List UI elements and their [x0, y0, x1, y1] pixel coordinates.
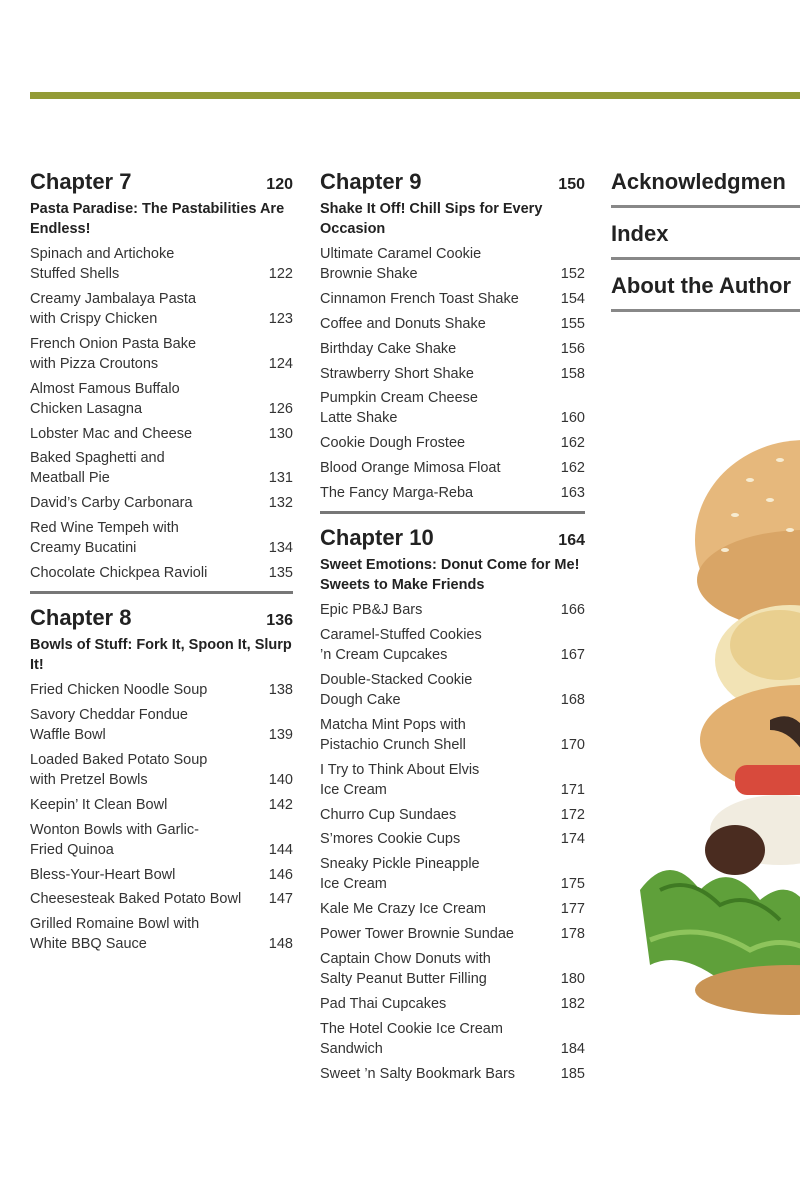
entry-page: 126 — [268, 400, 293, 417]
entry-page: 168 — [560, 691, 585, 708]
toc-entry — [30, 889, 293, 909]
entry-title: Pumpkin Cream Cheese Latte Shake — [320, 390, 478, 427]
entry-page: 147 — [268, 891, 293, 908]
toc-entry — [320, 314, 585, 334]
toc-entry — [320, 433, 585, 453]
entry-title: I Try to Think About Elvis Ice Cream — [320, 761, 480, 798]
entry-title: Savory Cheddar Fondue Waffle Bowl — [30, 707, 188, 744]
toc-column-2 — [320, 168, 585, 1089]
toc-entry — [30, 493, 293, 513]
entry-page: 148 — [268, 936, 293, 953]
chapter-9 — [320, 168, 585, 503]
toc-entry — [320, 715, 585, 755]
entry-page: 175 — [560, 876, 585, 893]
entry-title: Almost Famous Buffalo Chicken Lasagna — [30, 380, 180, 417]
toc-entry — [320, 949, 585, 989]
entry-list — [30, 680, 293, 954]
back-matter-divider — [611, 257, 800, 260]
chapter-subtitle: Bowls of Stuff: Fork It, Spoon It, Slurp It! — [30, 637, 292, 674]
entry-page: 130 — [268, 425, 293, 442]
toc-entry — [30, 750, 293, 790]
entry-title: Fried Chicken Noodle Soup — [30, 682, 208, 699]
acknowledgments-heading: Acknowledgmen — [611, 169, 786, 194]
toc-entry — [320, 994, 585, 1014]
chapter-page: 120 — [266, 176, 293, 193]
entry-page: 122 — [268, 266, 293, 282]
entry-title: The Fancy Marga-Reba — [320, 485, 474, 502]
entry-title: Matcha Mint Pops with Pistachio Crunch Shell — [320, 716, 466, 753]
entry-title: Cheesesteak Baked Potato Bowl — [30, 891, 242, 908]
toc-entry — [30, 289, 293, 329]
toc-entry — [320, 458, 585, 478]
entry-title: Chocolate Chickpea Ravioli — [30, 565, 208, 582]
chapter-subtitle: Sweet Emotions: Donut Come for Me! Sweets to Make Friends — [320, 557, 580, 594]
about-author-heading: About the Author — [611, 273, 792, 298]
entry-title: David’s Carby Carbonara — [30, 495, 193, 512]
chapter-8 — [30, 604, 293, 954]
entry-title: Birthday Cake Shake — [320, 340, 457, 357]
entry-page: 139 — [268, 727, 293, 744]
entry-page: 152 — [560, 266, 585, 282]
entry-title: Churro Cup Sundaes — [320, 806, 457, 823]
entry-page: 162 — [560, 460, 585, 477]
chapter-divider — [320, 511, 585, 514]
entry-title: Loaded Baked Potato Soup with Pretzel Bowls — [30, 751, 208, 788]
chapter-divider — [30, 591, 293, 594]
entry-title: Ultimate Caramel Cookie Brownie Shake — [320, 246, 482, 282]
toc-entry — [320, 760, 585, 800]
entry-title: Spinach and Artichoke Stuffed Shells — [30, 246, 175, 282]
entry-title: Blood Orange Mimosa Float — [320, 460, 501, 477]
entry-page: 163 — [560, 485, 585, 502]
toc-entry — [30, 705, 293, 745]
toc-entry — [320, 805, 585, 825]
entry-title: The Hotel Cookie Ice Cream Sandwich — [320, 1020, 503, 1057]
entry-title: Lobster Mac and Cheese — [30, 425, 193, 442]
chapter-subtitle: Shake It Off! Chill Sips for Every Occasion — [320, 201, 543, 237]
entry-title: Double-Stacked Cookie Dough Cake — [320, 671, 473, 708]
toc-entry — [30, 680, 293, 700]
entry-page: 132 — [268, 495, 293, 512]
toc-entry — [30, 865, 293, 885]
entry-page: 156 — [560, 340, 585, 357]
entry-page: 182 — [560, 995, 585, 1012]
entry-title: Epic PB&J Bars — [320, 602, 423, 619]
entry-page: 171 — [560, 781, 585, 798]
toc-entry — [320, 625, 585, 665]
chapter-page: 164 — [558, 532, 585, 550]
back-matter-column — [611, 168, 800, 324]
toc-entry — [320, 1019, 585, 1059]
entry-page: 162 — [560, 435, 585, 452]
entry-title: Red Wine Tempeh with Creamy Bucatini — [30, 520, 179, 557]
toc-entry — [30, 563, 293, 583]
entry-page: 184 — [560, 1040, 585, 1057]
chapter-7 — [30, 168, 293, 583]
toc-entry — [30, 914, 293, 954]
entry-title: Pad Thai Cupcakes — [320, 995, 447, 1012]
toc-entry — [320, 854, 585, 894]
entry-title: S’mores Cookie Cups — [320, 831, 461, 848]
toc-entry — [320, 670, 585, 710]
entry-title: Sneaky Pickle Pineapple Ice Cream — [320, 856, 480, 893]
toc-entry — [30, 379, 293, 419]
entry-page: 124 — [268, 355, 293, 372]
entry-title: Baked Spaghetti and Meatball Pie — [30, 450, 165, 487]
toc-entry — [320, 1064, 585, 1084]
entry-title: Kale Me Crazy Ice Cream — [320, 901, 486, 918]
toc-entry — [320, 924, 585, 944]
toc-entry — [320, 388, 585, 428]
chapter-page: 136 — [266, 612, 293, 630]
entry-page: 138 — [268, 682, 293, 699]
toc-entry — [320, 289, 585, 309]
entry-page: 154 — [560, 290, 585, 307]
entry-title: Strawberry Short Shake — [320, 365, 474, 382]
toc-entry — [320, 899, 585, 919]
entry-page: 146 — [268, 866, 293, 883]
entry-title: Bless-Your-Heart Bowl — [30, 866, 176, 883]
entry-page: 134 — [268, 540, 293, 557]
toc-entry — [30, 795, 293, 815]
toc-entry — [320, 483, 585, 503]
entry-page: 167 — [560, 647, 585, 664]
entry-page: 170 — [560, 736, 585, 753]
chapter-subtitle: Pasta Paradise: The Pastabilities Are Endless! — [30, 201, 285, 237]
entry-page: 160 — [560, 410, 585, 427]
toc-entry — [320, 600, 585, 620]
entry-list — [30, 244, 293, 583]
entry-page: 178 — [560, 926, 585, 943]
toc-entry — [30, 448, 293, 488]
back-matter-divider — [611, 309, 800, 312]
index-heading: Index — [611, 221, 669, 246]
chapter-title: Chapter 9 — [320, 169, 422, 194]
toc-entry — [30, 518, 293, 558]
entry-page: 185 — [560, 1065, 585, 1082]
entry-title: French Onion Pasta Bake with Pizza Croutons — [30, 335, 197, 372]
entry-page: 166 — [560, 602, 585, 619]
chapter-page: 150 — [558, 176, 585, 193]
chapter-10 — [320, 524, 585, 1084]
entry-title: Captain Chow Donuts with Salty Peanut Butter Filling — [320, 951, 491, 988]
entry-title: Wonton Bowls with Garlic- Fried Quinoa — [30, 821, 199, 858]
entry-title: Creamy Jambalaya Pasta with Crispy Chicken — [30, 290, 197, 327]
entry-page: 131 — [268, 470, 293, 487]
toc-column-1 — [30, 168, 293, 959]
entry-title: Cookie Dough Frostee — [320, 435, 466, 452]
entry-page: 142 — [268, 796, 293, 813]
toc-entry — [320, 339, 585, 359]
top-accent-rule — [30, 92, 800, 99]
entry-page: 123 — [268, 310, 293, 327]
entry-title: Sweet ’n Salty Bookmark Bars — [320, 1065, 516, 1082]
entry-title: Caramel-Stuffed Cookies ’n Cream Cupcakes — [320, 627, 482, 664]
chapter-title: Chapter 7 — [30, 169, 132, 194]
entry-title: Power Tower Brownie Sundae — [320, 926, 514, 943]
toc-entry — [30, 424, 293, 444]
toc-entry — [320, 364, 585, 384]
entry-title: Coffee and Donuts Shake — [320, 315, 486, 332]
entry-list — [320, 600, 585, 1084]
entry-title: Grilled Romaine Bowl with White BBQ Sauce — [30, 916, 200, 953]
toc-entry — [30, 334, 293, 374]
entry-page: 158 — [560, 365, 585, 382]
entry-page: 180 — [560, 971, 585, 988]
entry-page: 140 — [268, 771, 293, 788]
toc-entry — [30, 820, 293, 860]
toc-entry — [320, 244, 585, 284]
entry-page: 135 — [268, 565, 293, 582]
chapter-title: Chapter 8 — [30, 605, 132, 631]
toc-entry — [320, 829, 585, 849]
entry-page: 155 — [560, 315, 585, 332]
entry-list — [320, 244, 585, 503]
toc-entry — [30, 244, 293, 284]
back-matter-divider — [611, 205, 800, 208]
entry-page: 174 — [560, 831, 585, 848]
entry-page: 144 — [268, 841, 293, 858]
burger-image — [640, 420, 800, 1020]
entry-page: 177 — [560, 901, 585, 918]
entry-title: Keepin’ It Clean Bowl — [30, 796, 168, 813]
entry-title: Cinnamon French Toast Shake — [320, 290, 519, 307]
chapter-title: Chapter 10 — [320, 525, 434, 551]
entry-page: 172 — [560, 806, 585, 823]
